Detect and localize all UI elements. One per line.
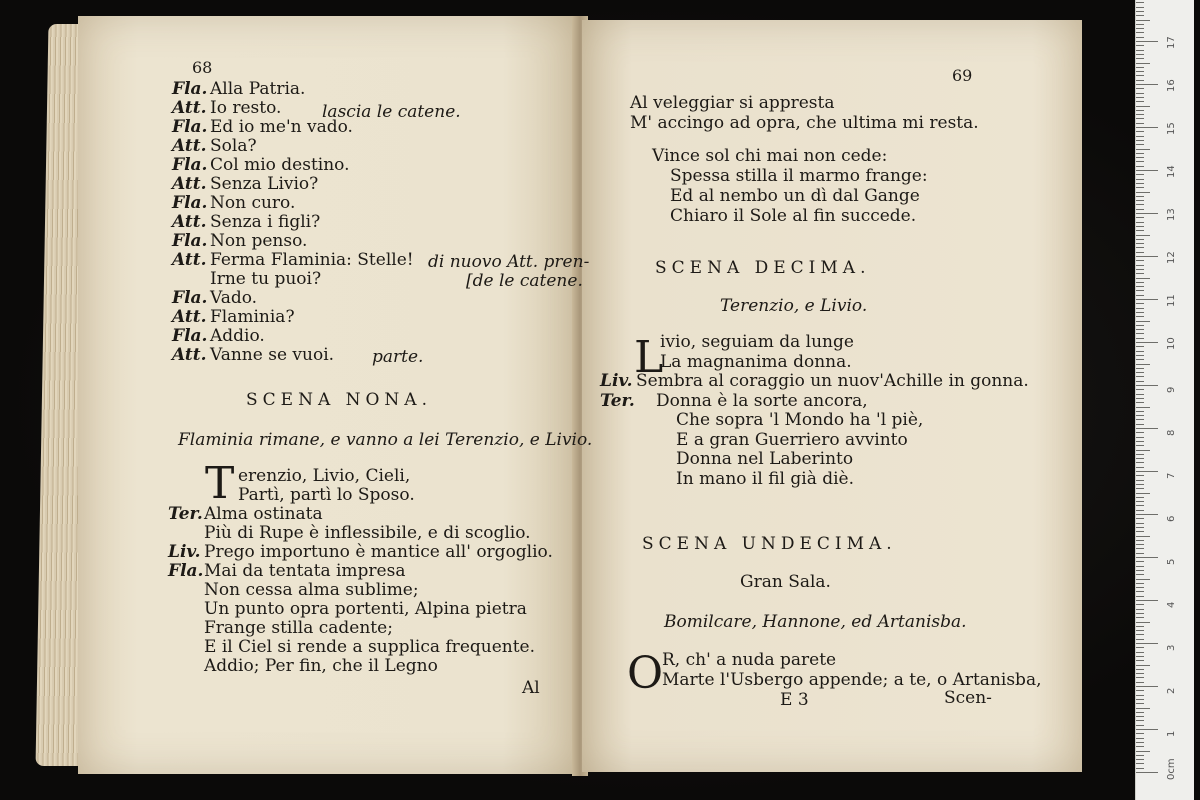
ruler-tick (1136, 458, 1144, 459)
ruler-tick (1136, 110, 1144, 111)
ruler-tick (1136, 699, 1144, 700)
ruler-tick (1136, 269, 1144, 270)
ruler-tick (1136, 484, 1144, 485)
ruler-label: 15 (1166, 122, 1177, 135)
ruler-tick (1136, 355, 1144, 356)
dialogue-line: Ferma Flaminia: Stelle! (210, 250, 414, 270)
scene-title-undecima: SCENA UNDECIMA. (642, 534, 897, 554)
ruler-tick (1136, 497, 1144, 498)
ruler-tick (1136, 561, 1144, 562)
ruler-tick (1136, 733, 1144, 734)
ruler-label: 7 (1166, 472, 1177, 479)
ruler-label: 17 (1166, 36, 1177, 49)
ruler-tick (1136, 557, 1158, 558)
ruler-tick (1136, 772, 1158, 773)
ruler-tick (1136, 252, 1144, 253)
ruler-label: 2 (1166, 687, 1177, 694)
ruler-tick (1136, 381, 1144, 382)
speaker-label: Att. (172, 98, 207, 118)
ruler-tick (1136, 751, 1150, 752)
dialogue-line: Irne tu puoi? (210, 269, 322, 289)
ruler-tick (1136, 626, 1144, 627)
speaker-label: Liv. (600, 371, 633, 391)
ruler-tick (1136, 720, 1144, 721)
stage-direction: di nuovo Att. pren- (428, 252, 590, 272)
ruler-tick (1136, 505, 1144, 506)
ruler-tick (1136, 475, 1144, 476)
ruler-tick (1136, 437, 1144, 438)
ruler-tick (1136, 630, 1144, 631)
stage-direction: [de le catene. (466, 271, 583, 291)
ruler-tick (1136, 407, 1150, 408)
ruler-tick (1136, 660, 1144, 661)
verse-line: Frange stilla cadente; (204, 618, 393, 638)
dialogue-line: Senza i figli? (210, 212, 321, 232)
ruler-tick (1136, 20, 1150, 21)
ruler-tick (1136, 80, 1144, 81)
verse-line: E a gran Guerriero avvinto (676, 429, 908, 450)
ruler-tick (1136, 200, 1144, 201)
ruler-tick (1136, 587, 1144, 588)
ruler-tick (1136, 359, 1144, 360)
scene-subtitle-undecima: Bomilcare, Hannone, ed Artanisba. (664, 612, 967, 632)
ruler-tick (1136, 368, 1144, 369)
ruler-tick (1136, 118, 1144, 119)
drop-cap-o: O (627, 648, 664, 699)
ruler-tick (1136, 454, 1144, 455)
ruler-tick (1136, 708, 1150, 709)
ruler-tick (1136, 114, 1144, 115)
speaker-label: Fla. (172, 231, 208, 251)
ruler-tick (1136, 570, 1144, 571)
ruler-tick (1136, 106, 1150, 107)
ruler-tick (1136, 536, 1150, 537)
ruler-tick (1136, 398, 1144, 399)
ruler-tick (1136, 480, 1144, 481)
ruler-tick (1136, 372, 1144, 373)
verse-line: Mai da tentata impresa (204, 561, 406, 581)
ruler-tick (1136, 45, 1144, 46)
ruler-tick (1136, 265, 1144, 266)
ruler-tick (1136, 738, 1144, 739)
ruler-tick (1136, 131, 1144, 132)
ruler-tick (1136, 136, 1144, 137)
ruler-tick (1136, 75, 1144, 76)
speaker-label: Fla. (172, 193, 208, 213)
verse-line: Più di Rupe è inflessibile, e di scoglio. (204, 523, 531, 543)
ruler-tick (1136, 540, 1144, 541)
ruler-tick (1136, 596, 1144, 597)
ruler-tick (1136, 424, 1144, 425)
ruler-tick (1136, 411, 1144, 412)
ruler-tick (1136, 617, 1144, 618)
drop-cap-l: L (634, 332, 664, 383)
ruler-tick (1136, 467, 1144, 468)
ruler-tick (1136, 548, 1144, 549)
ruler-tick (1136, 531, 1144, 532)
verse-line: Non cessa alma sublime; (204, 580, 419, 600)
verse-line: Addio; Per fin, che il Legno (204, 656, 438, 676)
ruler-tick (1136, 364, 1150, 365)
ruler-tick (1136, 639, 1144, 640)
ruler-tick (1136, 677, 1144, 678)
ruler-label: 4 (1166, 601, 1177, 608)
speaker-label: Att. (172, 174, 207, 194)
ruler-label: 10 (1166, 337, 1177, 350)
ruler-tick (1136, 204, 1144, 205)
dialogue-line: Flaminia? (210, 307, 295, 327)
ruler-tick (1136, 149, 1150, 150)
ruler-tick (1136, 643, 1158, 644)
ruler-tick (1136, 316, 1144, 317)
ruler-tick (1136, 312, 1144, 313)
ruler-tick (1136, 166, 1144, 167)
stage-direction: lascia le catene. (322, 102, 461, 122)
ruler-tick (1136, 342, 1158, 343)
ruler-tick (1136, 54, 1144, 55)
ruler-tick (1136, 170, 1158, 171)
ruler-tick (1136, 385, 1158, 386)
speaker-label: Fla. (172, 117, 208, 137)
ruler-tick (1136, 725, 1144, 726)
ruler-tick (1136, 295, 1144, 296)
ruler-tick (1136, 583, 1144, 584)
ruler-tick (1136, 286, 1144, 287)
ruler-tick (1136, 290, 1144, 291)
ruler-label: 12 (1166, 251, 1177, 264)
ruler-tick (1136, 716, 1144, 717)
dialogue-line: Io resto. (210, 98, 282, 118)
ruler-tick (1136, 690, 1144, 691)
ruler-tick (1136, 432, 1144, 433)
ruler-tick (1136, 544, 1144, 545)
scene-11-line: Marte l'Usbergo appende; a te, o Artanisba, (662, 670, 1042, 690)
ruler-tick (1136, 15, 1144, 16)
ruler-tick (1136, 333, 1144, 334)
ruler-tick (1136, 351, 1144, 352)
ruler-tick (1136, 179, 1144, 180)
ruler-tick (1136, 338, 1144, 339)
drop-cap-t: T (205, 458, 235, 509)
ruler-tick (1136, 729, 1158, 730)
ruler-tick (1136, 161, 1144, 162)
ruler-tick (1136, 235, 1150, 236)
ruler-tick (1136, 604, 1144, 605)
scene-setting: Gran Sala. (740, 572, 831, 592)
ruler-label: 1 (1166, 730, 1177, 737)
ruler-tick (1136, 527, 1144, 528)
ruler-tick (1136, 755, 1144, 756)
ruler-tick (1136, 299, 1158, 300)
ruler-tick (1136, 471, 1158, 472)
ruler-tick (1136, 665, 1150, 666)
catchword-right: Scen- (944, 688, 992, 708)
ruler-tick (1136, 256, 1158, 257)
ruler-tick (1136, 187, 1144, 188)
ruler-tick (1136, 329, 1144, 330)
ruler-tick (1136, 450, 1150, 451)
ruler-label: 9 (1166, 386, 1177, 393)
ruler-tick (1136, 192, 1150, 193)
ruler-tick (1136, 488, 1144, 489)
ruler-tick (1136, 67, 1144, 68)
ruler-tick (1136, 58, 1144, 59)
ruler-label: 11 (1166, 294, 1177, 307)
dialogue-line: Alla Patria. (210, 79, 306, 99)
ruler-label: 14 (1166, 165, 1177, 178)
ruler-tick (1136, 609, 1144, 610)
ruler-tick (1136, 600, 1158, 601)
ruler-tick (1136, 140, 1144, 141)
ruler-tick (1136, 123, 1144, 124)
ruler-tick (1136, 71, 1144, 72)
ruler-tick (1136, 230, 1144, 231)
ruler-tick (1136, 656, 1144, 657)
dialogue-line: Sola? (210, 136, 257, 156)
verse-line: Sembra al coraggio un nuov'Achille in gonna. (636, 371, 1029, 391)
ruler-label: 0cm (1166, 758, 1177, 780)
speaker-label: Fla. (172, 79, 208, 99)
ruler-tick (1136, 247, 1144, 248)
verse-line: In mano il fil già diè. (676, 468, 855, 489)
ruler-tick (1136, 647, 1144, 648)
ruler-tick (1136, 196, 1144, 197)
verse-line: ivio, seguiam da lunge (660, 332, 854, 352)
ruler-tick (1136, 84, 1158, 85)
ruler-tick (1136, 28, 1144, 29)
ruler-tick (1136, 217, 1144, 218)
ruler-tick (1136, 695, 1144, 696)
ruler-tick (1136, 183, 1144, 184)
dialogue-line: Ed io me'n vado. (210, 117, 353, 137)
scene-subtitle-nona: Flaminia rimane, e vanno a lei Terenzio, e Livio. (178, 430, 593, 450)
catchword-left: Al (522, 678, 540, 698)
ruler-tick (1136, 419, 1144, 420)
ruler-tick (1136, 24, 1144, 25)
page-number-right: 69 (952, 66, 973, 85)
verse-line: Partì, partì lo Sposo. (238, 485, 415, 505)
ruler-tick (1136, 273, 1144, 274)
verse-line: Un punto opra portenti, Alpina pietra (204, 599, 527, 619)
ruler-tick (1136, 669, 1144, 670)
scene-title-decima: SCENA DECIMA. (655, 258, 871, 278)
ruler-tick (1136, 510, 1144, 511)
verse-line: Prego importuno è mantice all' orgoglio. (204, 542, 553, 562)
ruler-tick (1136, 686, 1158, 687)
ruler-tick (1136, 441, 1144, 442)
ruler-tick (1136, 303, 1144, 304)
ruler-tick (1136, 574, 1144, 575)
aria-line: Chiaro il Sole al fin succede. (670, 206, 917, 226)
dialogue-line: Addio. (210, 326, 265, 346)
ruler-tick (1136, 566, 1144, 567)
measuring-ruler (1135, 0, 1194, 800)
ruler-tick (1136, 41, 1158, 42)
ruler-tick (1136, 97, 1144, 98)
speaker-label: Att. (172, 136, 207, 156)
ruler-tick (1136, 50, 1144, 51)
verse-line: Donna è la sorte ancora, (656, 390, 868, 411)
speaker-label: Ter. (600, 390, 635, 411)
aria-line: Vince sol chi mai non cede: (652, 146, 888, 166)
ruler-label: 16 (1166, 79, 1177, 92)
ruler-tick (1136, 88, 1144, 89)
page-number-left: 68 (192, 58, 213, 77)
speaker-label: Fla. (168, 561, 204, 581)
speaker-label: Fla. (172, 288, 208, 308)
ruler-tick (1136, 493, 1150, 494)
ruler-tick (1136, 591, 1144, 592)
scene-title-nona: SCENA NONA. (246, 390, 432, 410)
dialogue-line: Vanne se vuoi. (210, 345, 335, 365)
ruler-tick (1136, 462, 1144, 463)
ruler-tick (1136, 346, 1144, 347)
scene-subtitle-decima: Terenzio, e Livio. (720, 296, 868, 316)
ruler-tick (1136, 768, 1144, 769)
ruler-tick (1136, 389, 1144, 390)
ruler-tick (1136, 763, 1144, 764)
ruler-tick (1136, 222, 1144, 223)
speaker-label: Fla. (172, 155, 208, 175)
verse-line: Che sopra 'l Mondo ha 'l piè, (676, 410, 924, 430)
ruler-tick (1136, 32, 1144, 33)
speaker-label: Att. (172, 345, 207, 365)
ruler-tick (1136, 260, 1144, 261)
ruler-tick (1136, 742, 1144, 743)
speaker-label: Att. (172, 307, 207, 327)
ruler-tick (1136, 613, 1144, 614)
ruler-tick (1136, 703, 1144, 704)
ruler-label: 3 (1166, 644, 1177, 651)
ruler-tick (1136, 376, 1144, 377)
ruler-tick (1136, 7, 1144, 8)
ruler-tick (1136, 153, 1144, 154)
ruler-tick (1136, 308, 1144, 309)
ruler-tick (1136, 209, 1144, 210)
ruler-tick (1136, 243, 1144, 244)
ruler-tick (1136, 652, 1144, 653)
ruler-tick (1136, 501, 1144, 502)
ruler-tick (1136, 325, 1144, 326)
verse-line: La magnanima donna. (660, 351, 852, 372)
ruler-tick (1136, 622, 1150, 623)
ruler-tick (1136, 2, 1144, 3)
ruler-tick (1136, 278, 1150, 279)
signature-mark: E 3 (780, 690, 809, 710)
verse-line: Donna nel Laberinto (676, 449, 854, 469)
opening-line: M' accingo ad opra, che ultima mi resta. (630, 113, 979, 133)
ruler-label: 8 (1166, 429, 1177, 436)
ruler-tick (1136, 282, 1144, 283)
ruler-tick (1136, 127, 1158, 128)
ruler-tick (1136, 415, 1144, 416)
ruler-tick (1136, 394, 1144, 395)
ruler-tick (1136, 402, 1144, 403)
ruler-tick (1136, 174, 1144, 175)
ruler-tick (1136, 682, 1144, 683)
ruler-tick (1136, 746, 1144, 747)
dialogue-line: Vado. (210, 288, 258, 308)
ruler-tick (1136, 239, 1144, 240)
verse-line: E il Ciel si rende a supplica frequente. (204, 637, 536, 657)
ruler-label: 13 (1166, 208, 1177, 221)
ruler-tick (1136, 518, 1144, 519)
ruler-tick (1136, 226, 1144, 227)
scene-11-line: R, ch' a nuda parete (662, 650, 837, 670)
opening-line: Al veleggiar si appresta (630, 93, 835, 113)
aria-line: Ed al nembo un dì dal Gange (670, 186, 920, 206)
speaker-label: Ter. (168, 504, 203, 524)
speaker-label: Att. (172, 250, 207, 270)
ruler-tick (1136, 63, 1150, 64)
ruler-tick (1136, 101, 1144, 102)
ruler-tick (1136, 553, 1144, 554)
ruler-tick (1136, 579, 1150, 580)
ruler-tick (1136, 712, 1144, 713)
ruler-tick (1136, 213, 1158, 214)
speaker-label: Liv. (168, 542, 201, 562)
ruler-tick (1136, 445, 1144, 446)
ruler-tick (1136, 11, 1144, 12)
ruler-tick (1136, 634, 1144, 635)
dialogue-line: Col mio destino. (210, 155, 350, 175)
ruler-tick (1136, 321, 1150, 322)
dialogue-line: Senza Livio? (210, 174, 319, 194)
dialogue-line: Non penso. (210, 231, 308, 251)
stage-direction: parte. (372, 347, 424, 367)
ruler-tick (1136, 514, 1158, 515)
ruler-tick (1136, 93, 1144, 94)
verse-line: Alma ostinata (204, 504, 323, 524)
ruler-tick (1136, 157, 1144, 158)
speaker-label: Att. (172, 212, 207, 232)
ruler-tick (1136, 759, 1144, 760)
dialogue-line: Non curo. (210, 193, 296, 213)
speaker-label: Fla. (172, 326, 208, 346)
ruler-tick (1136, 428, 1158, 429)
verse-line: erenzio, Livio, Cieli, (238, 466, 411, 486)
ruler-tick (1136, 523, 1144, 524)
ruler-tick (1136, 144, 1144, 145)
ruler-tick (1136, 37, 1144, 38)
aria-line: Spessa stilla il marmo frange: (670, 166, 928, 186)
ruler-label: 5 (1166, 558, 1177, 565)
ruler-label: 6 (1166, 515, 1177, 522)
ruler-tick (1136, 673, 1144, 674)
